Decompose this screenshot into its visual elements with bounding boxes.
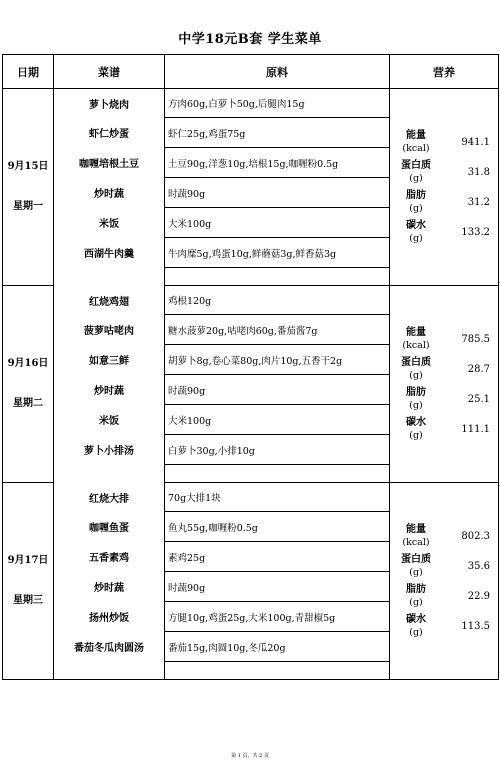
nutrition-protein-label [394,159,438,185]
nutrition-cell [390,286,499,483]
nutrition-fat-label [394,386,438,412]
nutrition-energy-label [394,326,438,352]
dish-name: 红烧大排 [54,483,165,512]
menu-table [2,54,499,680]
nutrition-fat-value: 25.1 [467,393,490,405]
day-weekday: 星期三 [13,595,43,606]
nutrition-protein-name: 蛋白质 [401,554,431,565]
nutrition-energy-name: 能量 [406,327,426,338]
nutrition-fat-name: 脂肪 [406,190,426,201]
nutrition-energy-label [394,129,438,155]
nutrition-cell [390,483,499,680]
day-weekday: 星期二 [13,398,43,409]
dish-ingredients: 土豆90g,洋葱10g,培根15g,咖喱粉0.5g [165,148,390,178]
page-footer: 第 1 页，共 2 页 [231,753,269,759]
nutrition-energy-unit: (kcal) [402,340,430,351]
dish-name: 萝卜烧肉 [54,89,165,118]
menu-item-row [3,89,499,118]
dish-name: 米饭 [54,208,165,238]
day-date-cell [3,483,54,680]
header-dish: 菜谱 [54,55,165,89]
nutrition-carb-unit: (g) [409,627,423,638]
dish-name: 咖喱鱼蛋 [54,512,165,542]
nutrition-fat-row [394,583,494,609]
menu-item-row [3,483,499,512]
nutrition-carb-name: 碳水 [406,614,426,625]
dish-name: 炒时蔬 [54,375,165,405]
nutrition-fat-unit: (g) [409,400,423,411]
nutrition-carb-value: 133.2 [461,226,490,238]
nutrition-carb-name: 碳水 [406,417,426,428]
dish-ingredients: 方腿10g,鸡蛋25g,大米100g,青甜椒5g [165,602,390,632]
nutrition-protein-label [394,553,438,579]
nutrition-protein-value: 31.8 [467,166,490,178]
dish-name: 红烧鸡翅 [54,286,165,315]
nutrition-energy-value: 941.1 [461,136,490,148]
nutrition-carb-unit: (g) [409,430,423,441]
nutrition-carb-label [394,416,438,442]
dish-ingredients: 胡萝卜8g,卷心菜80g,肉片10g,五香干2g [165,345,390,375]
nutrition-carb-row [394,416,494,442]
page-title: 中学18元B套 学生菜单 [178,32,322,47]
nutrition-energy-row [394,523,494,549]
dish-name: 五香素鸡 [54,542,165,572]
nutrition-fat-label [394,189,438,215]
nutrition-carb-row [394,613,494,639]
empty-ingredients-cell [165,268,390,286]
dish-ingredients: 糖水菠萝20g,咕咾肉60g,番茄酱7g [165,315,390,345]
dish-ingredients: 番茄15g,肉圆10g,冬瓜20g [165,632,390,662]
nutrition-protein-unit: (g) [409,567,423,578]
nutrition-carb-name: 碳水 [406,220,426,231]
empty-dish-cell [54,268,165,286]
dish-name: 扬州炒饭 [54,602,165,632]
nutrition-fat-unit: (g) [409,203,423,214]
nutrition-energy-name: 能量 [406,524,426,535]
menu-item-row [3,286,499,315]
nutrition-energy-value: 802.3 [461,530,490,542]
nutrition-fat-row [394,386,494,412]
nutrition-carb-value: 113.5 [461,620,490,632]
dish-ingredients: 牛肉糜5g,鸡蛋10g,鲜蘑菇3g,鲜香菇3g [165,238,390,268]
day-date-cell [3,286,54,483]
nutrition-fat-name: 脂肪 [406,387,426,398]
nutrition-carb-row [394,219,494,245]
header-date: 日期 [3,55,54,89]
nutrition-protein-value: 35.6 [467,560,490,572]
dish-ingredients: 方肉60g,白萝卜50g,后腿肉15g [165,89,390,118]
dish-ingredients: 素鸡25g [165,542,390,572]
dish-ingredients: 虾仁25g,鸡蛋75g [165,118,390,148]
nutrition-energy-unit: (kcal) [402,537,430,548]
dish-ingredients: 时蔬90g [165,375,390,405]
dish-ingredients: 大米100g [165,405,390,435]
nutrition-fat-value: 22.9 [467,590,490,602]
header-ingredients: 原料 [165,55,390,89]
dish-name: 炒时蔬 [54,572,165,602]
dish-ingredients: 鸡根120g [165,286,390,315]
nutrition-protein-name: 蛋白质 [401,357,431,368]
day-date: 9月17日 [7,555,49,566]
nutrition-protein-name: 蛋白质 [401,160,431,171]
nutrition-fat-row [394,189,494,215]
nutrition-fat-unit: (g) [409,597,423,608]
day-date: 9月16日 [7,358,49,369]
empty-dish-cell [54,465,165,483]
nutrition-fat-value: 31.2 [467,196,490,208]
dish-name: 如意三鲜 [54,345,165,375]
dish-ingredients: 时蔬90g [165,572,390,602]
nutrition-protein-row [394,553,494,579]
header-row [3,55,499,89]
nutrition-protein-row [394,356,494,382]
empty-ingredients-cell [165,465,390,483]
nutrition-carb-label [394,219,438,245]
nutrition-energy-name: 能量 [406,130,426,141]
nutrition-carb-unit: (g) [409,233,423,244]
nutrition-carb-value: 111.1 [461,423,490,435]
nutrition-fat-label [394,583,438,609]
dish-ingredients: 白萝卜30g,小排10g [165,435,390,465]
nutrition-protein-unit: (g) [409,370,423,381]
dish-ingredients: 时蔬90g [165,178,390,208]
day-date-cell [3,89,54,286]
header-nutrition: 营养 [390,55,499,89]
dish-ingredients: 70g大排1块 [165,483,390,512]
empty-ingredients-cell [165,662,390,680]
day-weekday: 星期一 [13,201,43,212]
nutrition-fat-name: 脂肪 [406,584,426,595]
dish-name: 炒时蔬 [54,178,165,208]
menu-body [3,89,499,680]
dish-name: 萝卜小排汤 [54,435,165,465]
nutrition-energy-label [394,523,438,549]
nutrition-energy-row [394,129,494,155]
dish-name: 番茄冬瓜肉圆汤 [54,632,165,662]
dish-ingredients: 大米100g [165,208,390,238]
nutrition-protein-label [394,356,438,382]
nutrition-cell [390,89,499,286]
nutrition-energy-row [394,326,494,352]
nutrition-protein-row [394,159,494,185]
day-date: 9月15日 [7,161,49,172]
nutrition-protein-value: 28.7 [467,363,490,375]
dish-name: 米饭 [54,405,165,435]
nutrition-energy-value: 785.5 [461,333,490,345]
dish-name: 菠萝咕咾肉 [54,315,165,345]
dish-name: 虾仁炒蛋 [54,118,165,148]
empty-dish-cell [54,662,165,680]
nutrition-protein-unit: (g) [409,173,423,184]
dish-name: 西湖牛肉羹 [54,238,165,268]
nutrition-energy-unit: (kcal) [402,143,430,154]
dish-ingredients: 鱼丸55g,咖喱粉0.5g [165,512,390,542]
nutrition-carb-label [394,613,438,639]
dish-name: 咖喱培根土豆 [54,148,165,178]
